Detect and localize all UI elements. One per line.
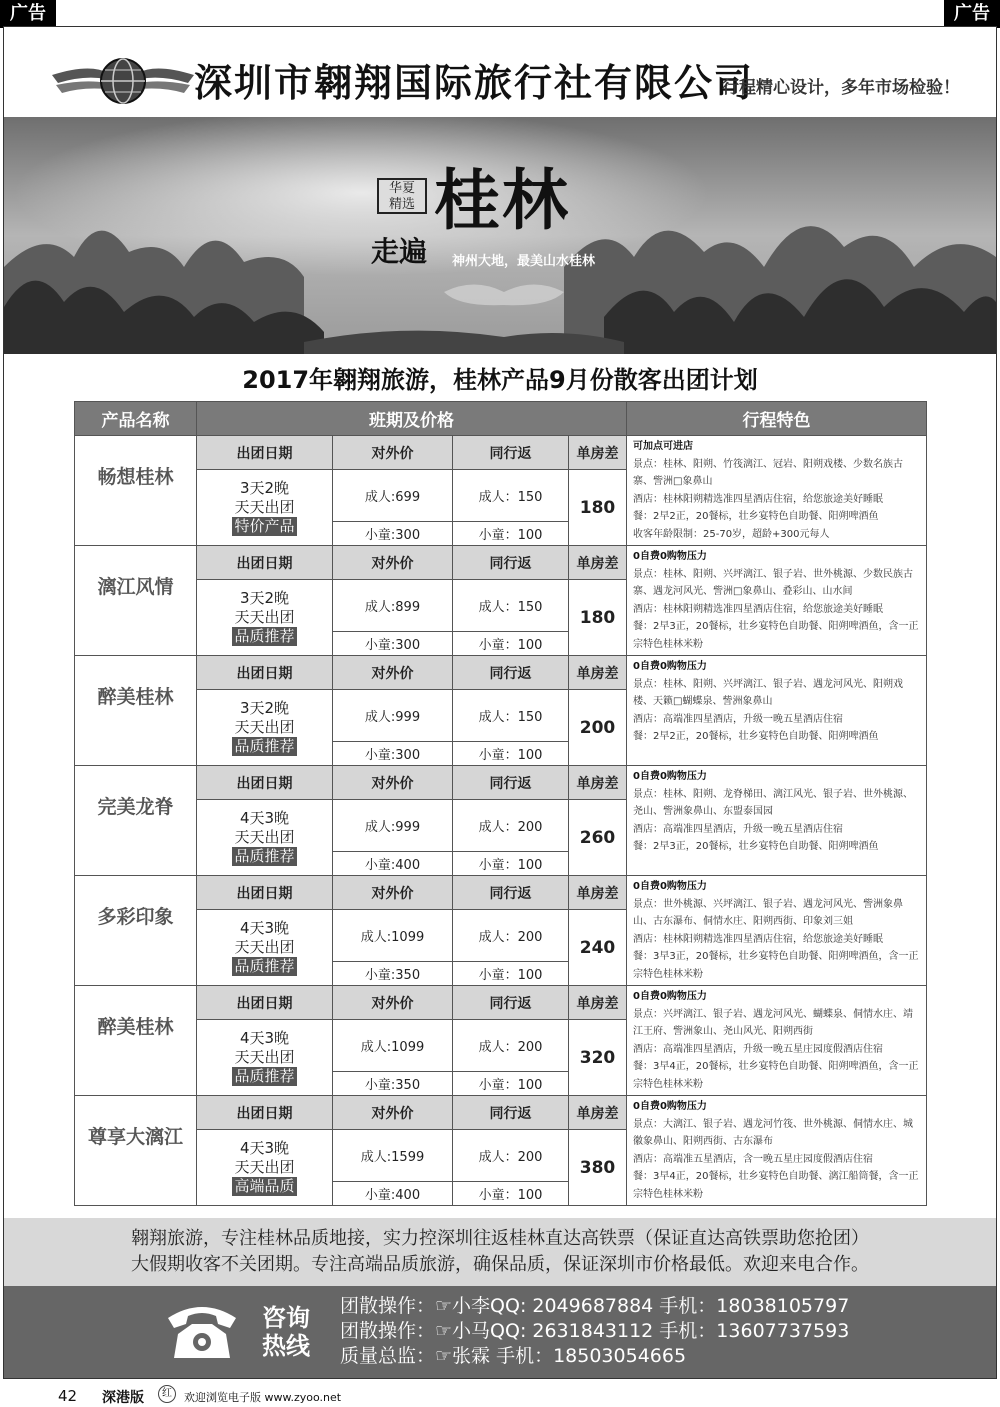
product-tag: 品质推荐: [234, 737, 295, 755]
table-row: [75, 876, 927, 910]
subheader-date: 出团日期: [197, 986, 333, 1020]
subheader-date: 出团日期: [197, 876, 333, 910]
page-footer: [0, 1383, 1000, 1407]
table-row: [75, 986, 927, 1020]
departure-info: [197, 1020, 333, 1096]
product-tag: 特价产品: [234, 517, 295, 535]
subheader-rebate: 同行返: [453, 1096, 569, 1130]
table-row: [75, 656, 927, 690]
ad-label-left: 广告: [0, 0, 56, 28]
single-supplement: 180: [569, 470, 627, 546]
adult-price: 成人:999: [333, 690, 453, 742]
departure-info: [197, 690, 333, 766]
product-features: [627, 656, 927, 766]
child-rebate: 小童：100: [453, 852, 569, 876]
adult-price: 成人:1099: [333, 910, 453, 962]
adult-price: 成人:999: [333, 800, 453, 852]
frequency: 天天出团: [234, 1158, 295, 1176]
child-price: 小童:300: [333, 632, 453, 656]
feature-line: 酒店：高端准五星酒店，含一晚五星庄园度假酒店住宿: [633, 1153, 873, 1165]
hotline-label-1: 咨询: [262, 1304, 310, 1332]
adult-price: 成人:899: [333, 580, 453, 632]
product-features: [627, 436, 927, 546]
subheader-date: 出团日期: [197, 1096, 333, 1130]
feature-line: 酒店：桂林阳朔精选准四星酒店住宿，给您旅途美好睡眠: [633, 933, 883, 945]
adult-rebate: 成人：200: [453, 910, 569, 962]
subheader-date: 出团日期: [197, 546, 333, 580]
wings-globe-logo-icon: [50, 45, 196, 117]
product-tag: 品质推荐: [234, 847, 295, 865]
hotline-bar: [4, 1286, 996, 1378]
product-name: 醉美桂林: [75, 656, 197, 766]
subheader-rebate: 同行返: [453, 436, 569, 470]
subheader-single: 单房差: [569, 986, 627, 1020]
info-line-1: 翱翔旅游，专注桂林品质地接，实力控深圳往返桂林直达高铁票（保证直达高铁票助您抢团）: [131, 1228, 869, 1249]
adult-price: 成人:1599: [333, 1130, 453, 1182]
child-rebate: 小童：100: [453, 1072, 569, 1096]
header-slogan: 行程精心设计，多年市场检验！: [722, 78, 960, 98]
subheader-price: 对外价: [333, 1096, 453, 1130]
feature-line: 收客年龄限制：25-70岁，超龄+300元每人: [633, 528, 830, 540]
child-rebate: 小童：100: [453, 522, 569, 546]
subheader-single: 单房差: [569, 546, 627, 580]
product-tag: 品质推荐: [234, 627, 295, 645]
subheader-rebate: 同行返: [453, 656, 569, 690]
website-link[interactable]: 欢迎浏览电子版 www.zyoo.net: [184, 1391, 342, 1404]
frequency: 天天出团: [234, 938, 295, 956]
hotline-label: [262, 1304, 310, 1360]
feature-title: 0自费0购物压力: [633, 991, 707, 1002]
product-name: 多彩印象: [75, 876, 197, 986]
product-name: 尊享大漓江: [75, 1096, 197, 1206]
feature-line: 景点：大漓江、银子岩、遇龙河竹筏、世外桃源、侗情水庄、城徽象鼻山、阳朔西街、古东瀑布: [633, 1118, 913, 1147]
feature-line: 酒店：桂林阳朔精选准四星酒店住宿，给您旅途美好睡眠: [633, 493, 883, 505]
contact-line-1[interactable]: 团散操作：☞小李QQ: 2049687884 手机：18038105797: [340, 1295, 850, 1317]
departure-info: [197, 1130, 333, 1206]
feature-line: 餐：2早3正，20餐标，壮乡宴特色自助餐、阳朔啤酒鱼，含一正宗特色桂林米粉: [633, 621, 919, 650]
plan-title: 2017年翱翔旅游，桂林产品9月份散客出团计划: [242, 366, 758, 394]
single-supplement: 240: [569, 910, 627, 986]
info-line-2: 大假期收客不关团期。专注高端品质旅游，确保品质，保证深圳市价格最低。欢迎来电合作。: [131, 1254, 869, 1275]
feature-line: 餐：2早2正，20餐标，壮乡宴特色自助餐、阳朔啤酒鱼: [633, 731, 879, 742]
table-row: [75, 766, 927, 800]
feature-title: 0自费0购物压力: [633, 771, 707, 782]
feature-line: 景点：桂林、阳朔、兴坪漓江、银子岩、遇龙河风光、阳朔戏楼、天籁□蝴蝶泉、訾洲象鼻山: [633, 678, 903, 707]
page-number: 42: [58, 1387, 78, 1405]
child-price: 小童:400: [333, 852, 453, 876]
product-tag: 高端品质: [234, 1177, 295, 1195]
feature-title: 0自费0购物压力: [633, 881, 707, 892]
child-rebate: 小童：100: [453, 632, 569, 656]
subheader-date: 出团日期: [197, 656, 333, 690]
child-price: 小童:400: [333, 1182, 453, 1206]
duration: 4天3晚: [239, 809, 290, 827]
banner-badge: 华夏 精选: [377, 178, 427, 214]
single-supplement: 200: [569, 690, 627, 766]
feature-line: 餐：3早4正，20餐标，壮乡宴特色自助餐、漓江船筒餐，含一正宗特色桂林米粉: [633, 1171, 919, 1200]
departure-info: [197, 580, 333, 656]
header-schedule-price: 班期及价格: [197, 402, 627, 436]
header-features: 行程特色: [627, 402, 927, 436]
hotline-label-2: 热线: [262, 1332, 310, 1360]
child-rebate: 小童：100: [453, 1182, 569, 1206]
table-row: [75, 546, 927, 580]
company-name: 深圳市翱翔国际旅行社有限公司: [194, 60, 755, 105]
tour-plan-table: [74, 401, 927, 1206]
product-name: 畅想桂林: [75, 436, 197, 546]
contact-line-3[interactable]: 质量总监：☞张霖 手机：18503054665: [340, 1345, 687, 1367]
feature-line: 餐：3早3正，20餐标，壮乡宴特色自助餐、阳朔啤酒鱼，含一正宗特色桂林米粉: [633, 951, 919, 980]
subheader-price: 对外价: [333, 546, 453, 580]
feature-line: 景点：桂林、阳朔、竹筏漓江、冠岩、阳朔戏楼、少数名族古寨、訾洲□象鼻山: [633, 458, 903, 487]
adult-rebate: 成人：150: [453, 470, 569, 522]
subheader-single: 单房差: [569, 1096, 627, 1130]
single-supplement: 320: [569, 1020, 627, 1096]
frequency: 天天出团: [234, 1048, 295, 1066]
duration: 3天2晚: [239, 589, 290, 607]
product-name: 完美龙脊: [75, 766, 197, 876]
subheader-price: 对外价: [333, 876, 453, 910]
child-price: 小童:350: [333, 962, 453, 986]
adult-rebate: 成人：200: [453, 1020, 569, 1072]
feature-line: 酒店：桂林阳朔精选准四星酒店住宿，给您旅途美好睡眠: [633, 603, 883, 615]
child-price: 小童:350: [333, 1072, 453, 1096]
duration: 4天3晚: [239, 1139, 290, 1157]
company-info: [4, 1218, 996, 1286]
subheader-single: 单房差: [569, 656, 627, 690]
feature-line: 餐：2早2正，20餐标，壮乡宴特色自助餐、阳朔啤酒鱼: [633, 511, 879, 522]
departure-info: [197, 910, 333, 986]
subheader-rebate: 同行返: [453, 986, 569, 1020]
subheader-rebate: 同行返: [453, 546, 569, 580]
feature-line: 餐：2早3正，20餐标，壮乡宴特色自助餐、阳朔啤酒鱼: [633, 841, 879, 852]
product-features: [627, 876, 927, 986]
duration: 4天3晚: [239, 1029, 290, 1047]
contact-line-2[interactable]: 团散操作：☞小马QQ: 2631843112 手机：13607737593: [340, 1320, 850, 1342]
banner: [4, 117, 996, 354]
single-supplement: 180: [569, 580, 627, 656]
banner-walk-text: 走遍: [371, 235, 428, 268]
subheader-single: 单房差: [569, 436, 627, 470]
duration: 3天2晚: [239, 479, 290, 497]
adult-price: 成人:699: [333, 470, 453, 522]
child-price: 小童:300: [333, 522, 453, 546]
adult-price: 成人:1099: [333, 1020, 453, 1072]
feature-title: 0自费0购物压力: [633, 661, 707, 672]
edition-label: 深港版: [102, 1390, 144, 1406]
product-tag: 品质推荐: [234, 1067, 295, 1085]
contact-list: [340, 1294, 849, 1369]
adult-rebate: 成人：200: [453, 1130, 569, 1182]
feature-line: 景点：世外桃源、兴坪漓江、银子岩、遇龙河风光、訾洲象鼻山、古东瀑布、侗情水庄、阳朔西街、印象刘三姐: [633, 898, 903, 927]
table-row: [75, 1096, 927, 1130]
banner-subtitle: 神州大地，最美山水桂林: [452, 254, 596, 269]
single-supplement: 260: [569, 800, 627, 876]
product-tag: 品质推荐: [234, 957, 295, 975]
frequency: 天天出团: [234, 718, 295, 736]
header-product-name: 产品名称: [75, 402, 197, 436]
edition-badge: 红: [158, 1385, 176, 1403]
single-supplement: 380: [569, 1130, 627, 1206]
product-name: 漓江风情: [75, 546, 197, 656]
adult-rebate: 成人：150: [453, 580, 569, 632]
duration: 4天3晚: [239, 919, 290, 937]
frequency: 天天出团: [234, 608, 295, 626]
feature-title: 0自费0购物压力: [633, 1101, 707, 1112]
subheader-single: 单房差: [569, 876, 627, 910]
subheader-price: 对外价: [333, 656, 453, 690]
subheader-single: 单房差: [569, 766, 627, 800]
frequency: 天天出团: [234, 498, 295, 516]
product-features: [627, 546, 927, 656]
product-features: [627, 986, 927, 1096]
feature-line: 酒店：高端准四星酒店，升级一晚五星酒店住宿: [633, 823, 843, 835]
subheader-date: 出团日期: [197, 766, 333, 800]
header: [4, 27, 996, 117]
banner-title: 桂林: [434, 161, 570, 239]
frequency: 天天出团: [234, 828, 295, 846]
child-rebate: 小童：100: [453, 742, 569, 766]
child-price: 小童:300: [333, 742, 453, 766]
product-features: [627, 766, 927, 876]
subheader-date: 出团日期: [197, 436, 333, 470]
adult-rebate: 成人：150: [453, 690, 569, 742]
product-name: 醉美桂林: [75, 986, 197, 1096]
ad-label-right: 广告: [944, 0, 1000, 28]
feature-title: 可加点可进店: [633, 441, 693, 452]
duration: 3天2晚: [239, 699, 290, 717]
feature-line: 景点：桂林、阳朔、龙脊梯田、漓江风光、银子岩、世外桃源、尧山、訾洲象鼻山、东盟泰国园: [633, 788, 913, 817]
telephone-icon: [162, 1298, 242, 1364]
table-row: [75, 436, 927, 470]
subheader-rebate: 同行返: [453, 766, 569, 800]
product-features: [627, 1096, 927, 1206]
feature-line: 景点：兴坪漓江、银子岩、遇龙河风光、蝴蝶泉、侗情水庄、靖江王府、訾洲象山、尧山风光、阳朔西街: [633, 1008, 913, 1037]
adult-rebate: 成人：200: [453, 800, 569, 852]
departure-info: [197, 470, 333, 546]
table-header-row: [75, 402, 927, 436]
departure-info: [197, 800, 333, 876]
feature-line: 景点：桂林、阳朔、兴坪漓江、银子岩、世外桃源、少数民族古寨、遇龙河风光、訾洲□象鼻山、叠彩山、山水间: [633, 568, 913, 597]
feature-line: 餐：3早4正，20餐标，壮乡宴特色自助餐、阳朔啤酒鱼，含一正宗特色桂林米粉: [633, 1061, 919, 1090]
feature-title: 0自费0购物压力: [633, 551, 707, 562]
subheader-rebate: 同行返: [453, 876, 569, 910]
feature-line: 酒店：高端准四星酒店，升级一晚五星庄园度假酒店住宿: [633, 1043, 883, 1055]
child-rebate: 小童：100: [453, 962, 569, 986]
subheader-price: 对外价: [333, 986, 453, 1020]
subheader-price: 对外价: [333, 436, 453, 470]
feature-line: 酒店：高端准四星酒店，升级一晚五星酒店住宿: [633, 713, 843, 725]
subheader-price: 对外价: [333, 766, 453, 800]
